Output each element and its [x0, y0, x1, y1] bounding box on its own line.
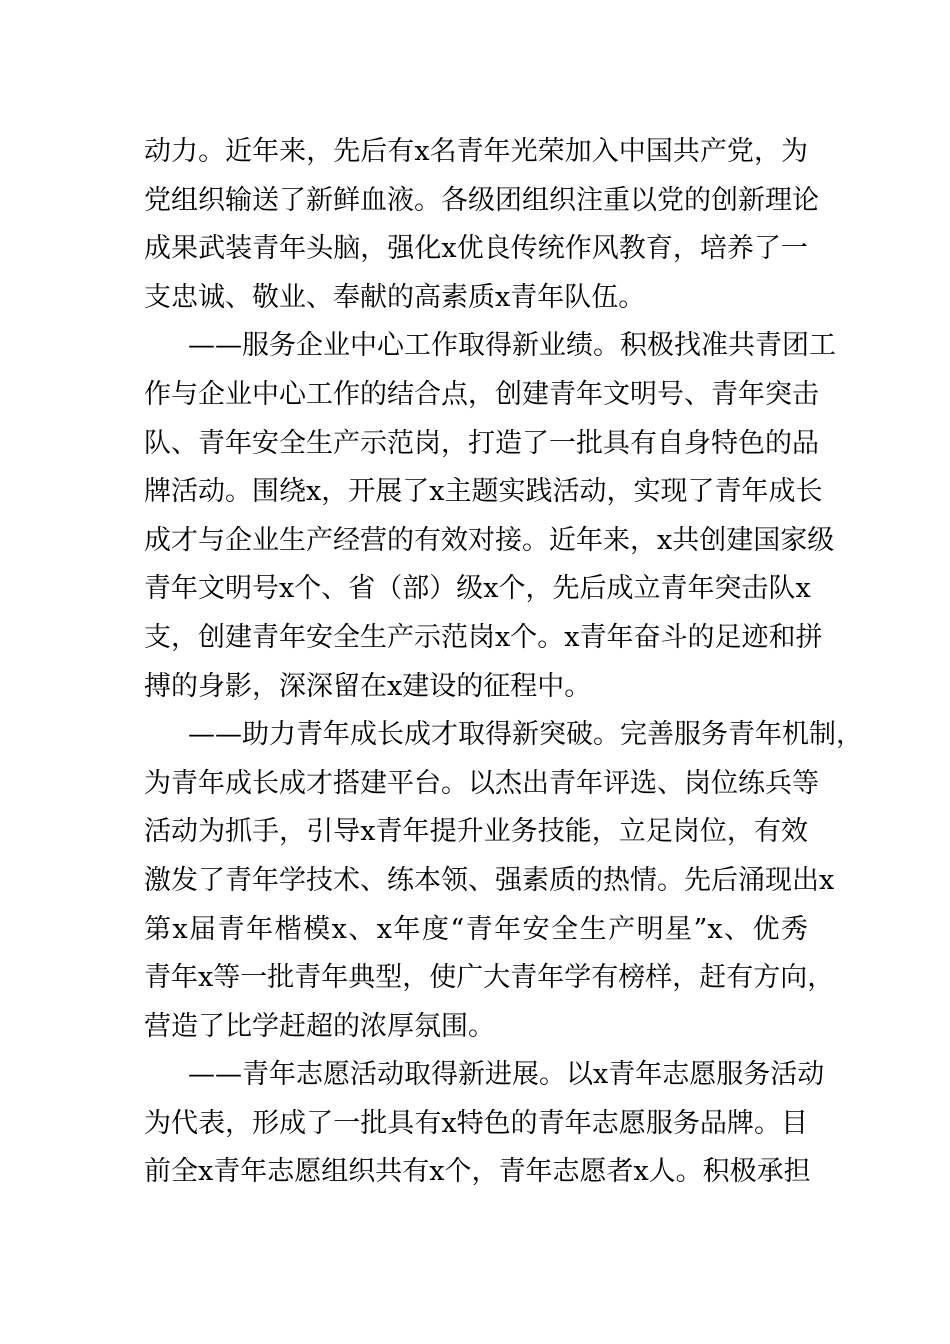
text-line: ——助力青年成长成才取得新突破。完善服务青年机制，: [188, 719, 863, 751]
paragraph-2: [144, 322, 836, 711]
text-line: 营造了比学赶超的浓厚氛围。: [144, 1010, 495, 1042]
text-line: 牌活动。围绕x，开展了x主题实践活动，实现了青年成长: [144, 476, 823, 508]
text-line: 支，创建青年安全生产示范岗x个。x青年奋斗的足迹和拼: [144, 621, 823, 653]
text-line: 青年文明号x个、省（部）级x个，先后成立青年突击队x: [144, 573, 811, 605]
text-line: 党组织输送了新鲜血液。各级团组织注重以党的创新理论: [144, 184, 819, 216]
text-line: 支忠诚、敬业、奉献的高素质x青年队伍。: [144, 281, 646, 313]
text-line: 为青年成长成才搭建平台。以杰出青年评选、岗位练兵等: [144, 767, 819, 799]
body-text: [144, 128, 863, 1197]
paragraph-3: [144, 711, 863, 1051]
text-line: 第x届青年楷模x、x年度“青年安全生产明星”x、优秀: [144, 913, 808, 945]
text-line: 成果武装青年头脑，强化x优良传统作风教育，培养了一: [144, 233, 808, 265]
text-line: 成才与企业生产经营的有效对接。近年来，x共创建国家级: [144, 524, 835, 556]
text-line: 青年x等一批青年典型，使广大青年学有榜样，赶有方向，: [144, 962, 835, 994]
text-line: 队、青年安全生产示范岗，打造了一批具有自身特色的品: [144, 427, 819, 459]
text-line: 前全x青年志愿组织共有x个，青年志愿者x人。积极承担: [144, 1156, 811, 1188]
text-line: ——青年志愿活动取得新进展。以x青年志愿服务活动: [188, 1059, 825, 1091]
paragraph-1: [144, 128, 819, 322]
text-line: 为代表，形成了一批具有x特色的青年志愿服务品牌。目: [144, 1107, 808, 1139]
text-line: ——服务企业中心工作取得新业绩。积极找准共青团工: [188, 330, 836, 362]
text-line: 搏的身影，深深留在x建设的征程中。: [144, 670, 592, 702]
text-line: 激发了青年学技术、练本领、强素质的热情。先后涌现出x: [144, 864, 835, 896]
text-line: 活动为抓手，引导x青年提升业务技能，立足岗位，有效: [144, 816, 808, 848]
paragraph-4: [144, 1051, 825, 1197]
text-line: 作与企业中心工作的结合点，创建青年文明号、青年突击: [144, 378, 819, 410]
text-line: 动力。近年来，先后有x名青年光荣加入中国共产党，为: [144, 136, 808, 167]
